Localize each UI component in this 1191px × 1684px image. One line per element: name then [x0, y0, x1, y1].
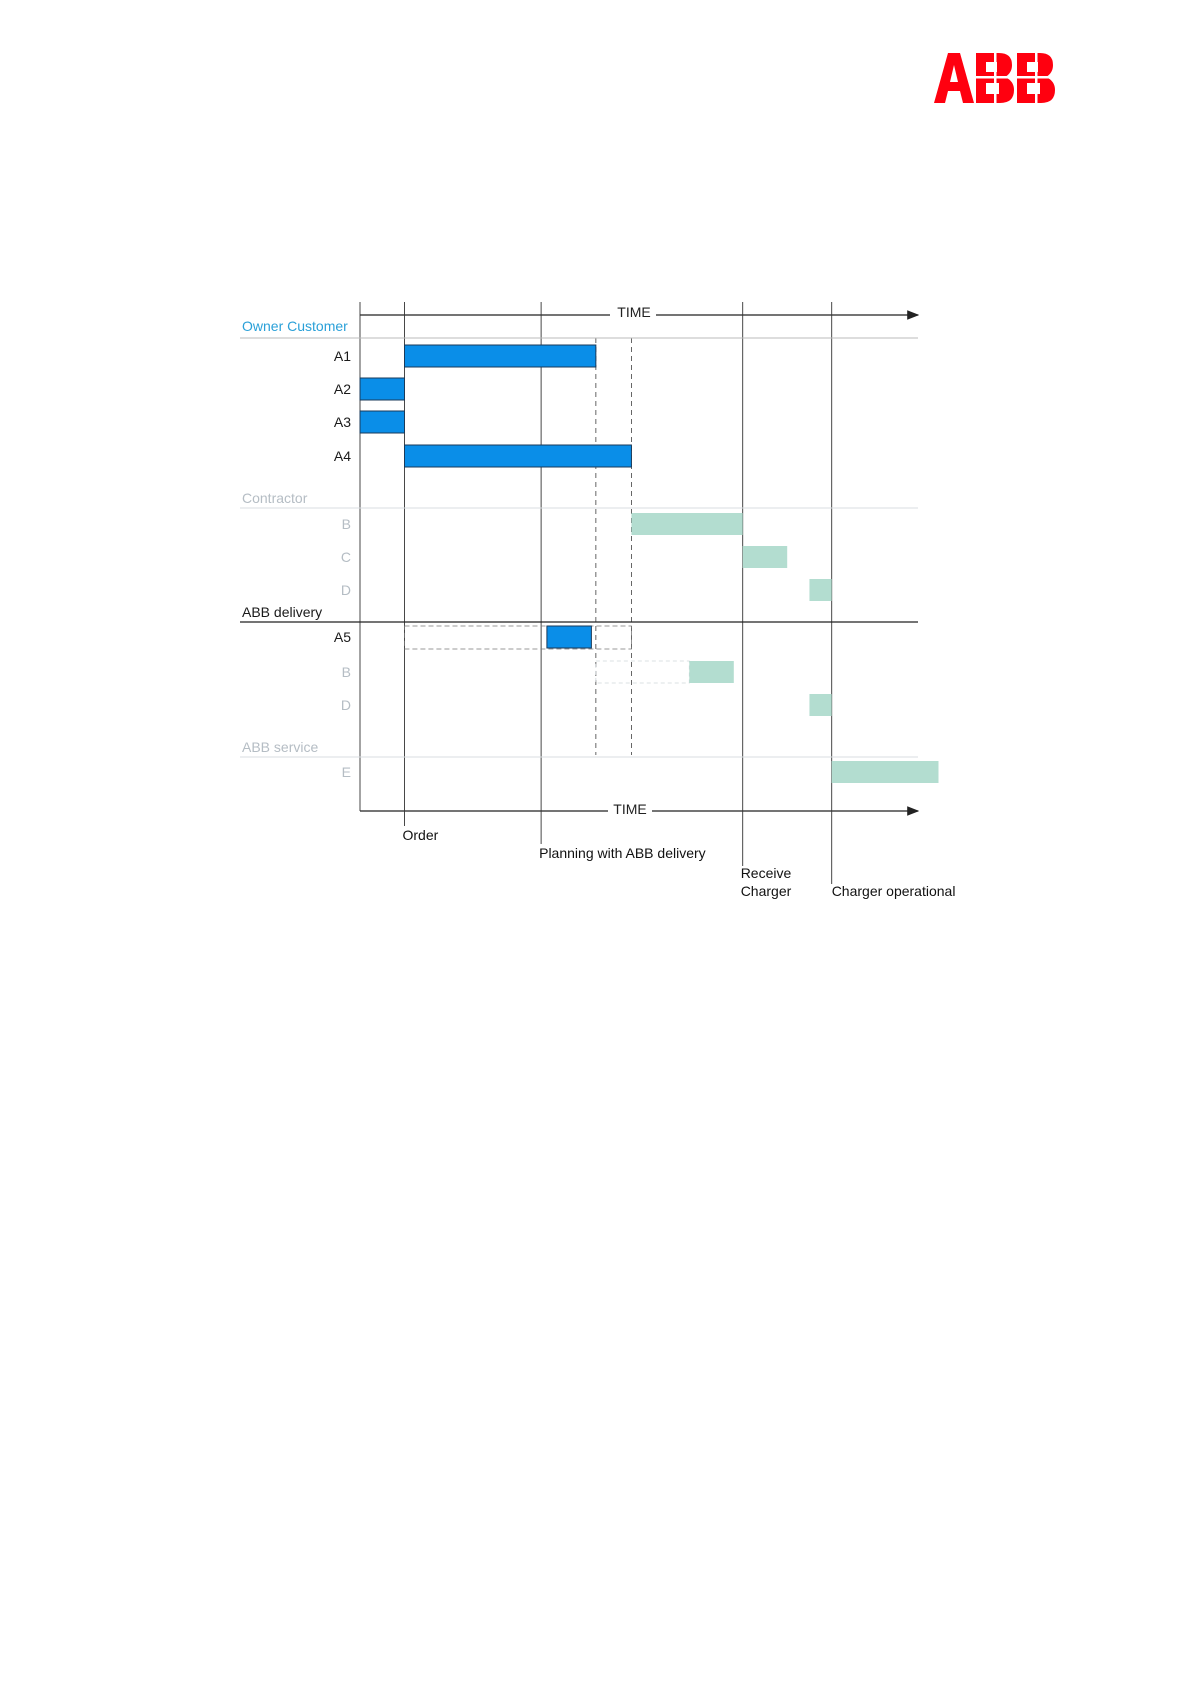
row-label-contractor-d: D [340, 582, 351, 598]
gantt-bar-delivery-a5 [547, 626, 592, 648]
gantt-bar-owner-a2 [360, 378, 405, 400]
milestone-label: Charger [740, 883, 792, 899]
section-title-contractor: Contractor [242, 490, 308, 506]
milestone-label: Receive [740, 865, 792, 881]
gantt-bar-contractor-b [631, 513, 742, 535]
milestone-label: Planning with ABB delivery [539, 845, 706, 861]
section-title-service: ABB service [242, 739, 319, 755]
a5-planning-window [405, 626, 632, 649]
row-label-owner-a4: A4 [333, 448, 351, 464]
row-label-contractor-c: C [340, 549, 351, 565]
row-label-delivery-b: B [341, 664, 351, 680]
gantt-bar-delivery-b [689, 661, 734, 683]
milestone-label: Order [402, 827, 439, 843]
gantt-bar-contractor-c [743, 546, 788, 568]
delivery-b-window [596, 661, 689, 683]
time-label-bottom: TIME [613, 801, 647, 817]
section-title-owner: Owner Customer [242, 318, 348, 334]
milestone-label: Charger operational [831, 883, 956, 899]
gantt-bar-contractor-d [809, 579, 831, 601]
row-label-owner-a2: A2 [333, 381, 351, 397]
row-label-owner-a1: A1 [333, 348, 351, 364]
row-label-delivery-a5: A5 [333, 629, 351, 645]
gantt-bar-owner-a4 [405, 445, 632, 467]
section-title-delivery: ABB delivery [242, 604, 323, 620]
bars-layer [360, 345, 939, 783]
time-label-top: TIME [617, 304, 651, 320]
row-label-delivery-d: D [340, 697, 351, 713]
row-label-service-e: E [341, 764, 351, 780]
row-label-contractor-b: B [341, 516, 351, 532]
row-label-owner-a3: A3 [333, 414, 351, 430]
gantt-bar-owner-a3 [360, 411, 405, 433]
gantt-bar-service-e [832, 761, 939, 783]
gantt-bar-delivery-d [809, 694, 831, 716]
gantt-bar-owner-a1 [405, 345, 596, 367]
text-layer [242, 304, 955, 899]
